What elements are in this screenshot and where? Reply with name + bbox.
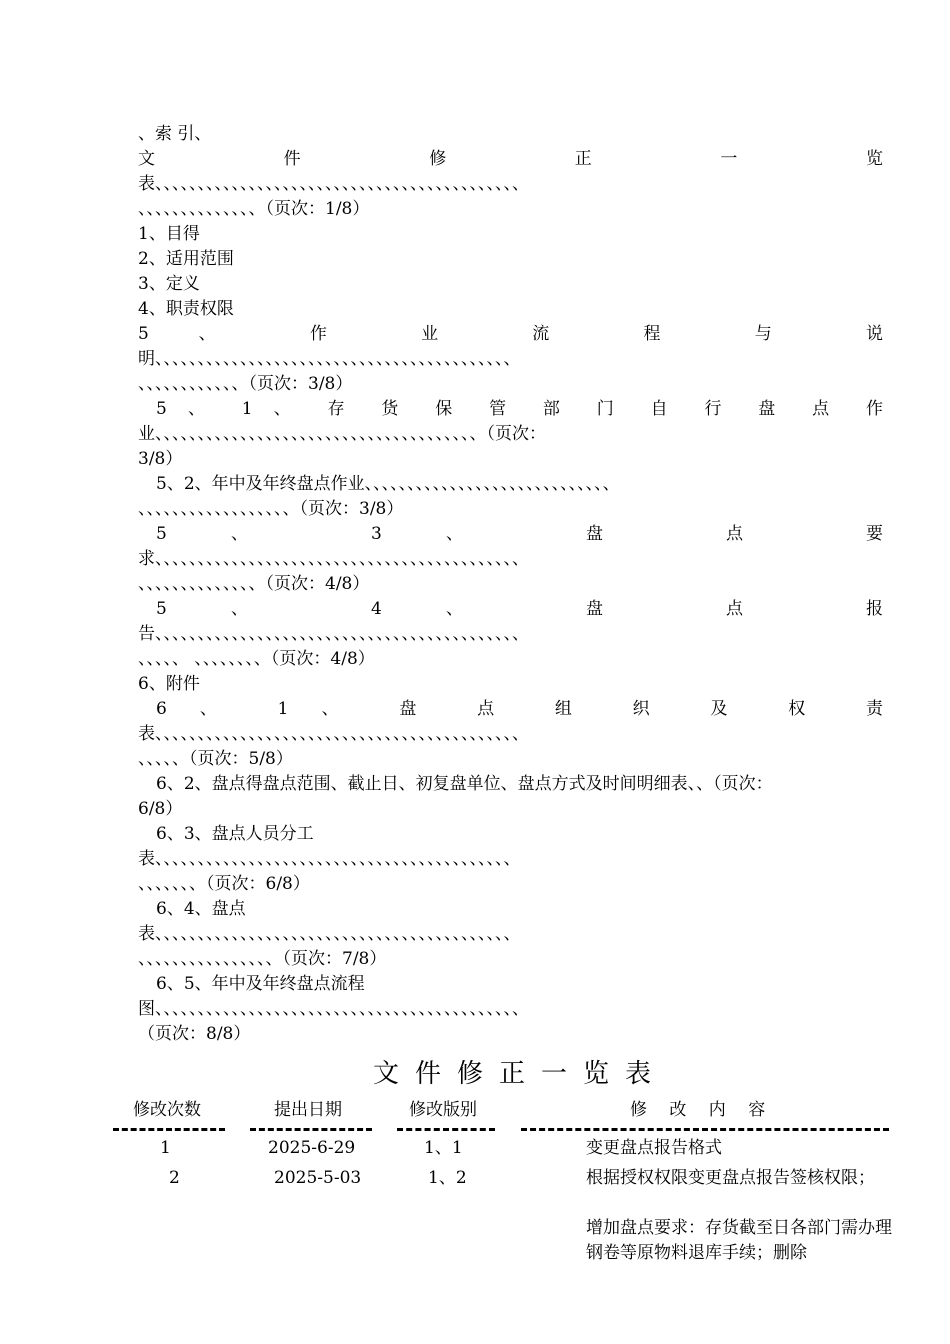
cell-date: 2025-6-29 [268,1138,356,1158]
toc-item-s6-4-line3: 、、、、、、、、、、、、、、、、（页次：7/8） [138,949,387,969]
header-divider [397,1128,495,1131]
toc-item-s6-2-line2: 6/8） [138,799,183,819]
toc-item-s6-3-line1[interactable]: 6、3、盘点人员分工 [156,824,314,844]
toc-item-s5-3-line2: 求、、、、、、、、、、、、、、、、、、、、、、、、、、、、、、、、、、、、、、、、、、、 [138,549,529,569]
toc-item-s6-4-line1[interactable]: 6、4、盘点 [156,899,246,919]
toc-item-s5-4-line2: 告、、、、、、、、、、、、、、、、、、、、、、、、、、、、、、、、、、、、、、、、、、、 [138,624,529,644]
toc-item-s3[interactable]: 3、定义 [138,274,200,294]
toc-item-revision-line2: 表、、、、、、、、、、、、、、、、、、、、、、、、、、、、、、、、、、、、、、、、、、、 [138,174,529,194]
header-version: 修改版别 [409,1100,477,1120]
header-revision-count: 修改次数 [133,1100,201,1120]
toc-item-s2[interactable]: 2、适用范围 [138,249,234,269]
toc-item-s5-1-line1[interactable]: 5 、 1 、 存 货 保 管 部 门 自 行 盘 点 作 [156,399,883,419]
toc-item-s6-3-line3: 、、、、、、、（页次：6/8） [138,874,310,894]
cell-content: 变更盘点报告格式 [586,1138,722,1158]
toc-item-s5-line1[interactable]: 5 、 作 业 流 程 与 说 [138,324,883,344]
cell-no: 1 [160,1138,171,1158]
cell-date: 2025-5-03 [274,1168,362,1188]
toc-item-s5-4-line1[interactable]: 5 、 4 、 盘 点 报 [156,599,883,619]
cell-content: 根据授权权限变更盘点报告签核权限； [586,1168,875,1188]
toc-item-s5-2-line1[interactable]: 5、2、年中及年终盘点作业、、、、、、、、、、、、、、、、、、、、、、、、、、、、、 [156,474,620,494]
toc-item-s5-1-line3: 3/8） [138,449,183,469]
cell-no: 2 [169,1168,180,1188]
toc-heading: 、索 引、 [138,124,212,144]
toc-item-revision-line3: 、、、、、、、、、、、、、、（页次：1/8） [138,199,370,219]
toc-item-s5-line2: 明、、、、、、、、、、、、、、、、、、、、、、、、、、、、、、、、、、、、、、、、、、 [138,349,521,369]
toc-item-s5-1-line2: 业、、、、、、、、、、、、、、、、、、、、、、、、、、、、、、、、、、、、、、（页次： [138,424,546,444]
toc-item-s6-4-line2: 表、、、、、、、、、、、、、、、、、、、、、、、、、、、、、、、、、、、、、、、、、、 [138,924,521,944]
header-divider [250,1128,372,1131]
header-proposed-date: 提出日期 [274,1100,342,1120]
toc-item-s5-3-line1[interactable]: 5 、 3 、 盘 点 要 [156,524,883,544]
toc-item-s6-2-line1[interactable]: 6、2、盘点得盘点范围、截止日、初复盘单位、盘点方式及时间明细表、、（页次： [156,774,773,794]
header-divider [521,1128,889,1131]
toc-item-s1[interactable]: 1、目得 [138,224,200,244]
cell-content-continued: 增加盘点要求：存货截至日各部门需办理钢卷等原物料退库手续；删除 [586,1218,892,1263]
cell-version: 1、1 [424,1138,463,1158]
toc-item-s6-5-line3: （页次：8/8） [138,1024,251,1044]
toc-item-s5-4-line3: 、、、、、 、、、、、、、、（页次：4/8） [138,649,375,669]
toc-item-s6-1-line2: 表、、、、、、、、、、、、、、、、、、、、、、、、、、、、、、、、、、、、、、、、、、、 [138,724,529,744]
toc-item-s5-2-line2: 、、、、、、、、、、、、、、、、、、（页次：3/8） [138,499,404,519]
header-divider [113,1128,225,1131]
toc-item-s6-3-line2: 表、、、、、、、、、、、、、、、、、、、、、、、、、、、、、、、、、、、、、、、、、、 [138,849,521,869]
toc-item-s4[interactable]: 4、职责权限 [138,299,234,319]
toc-item-s6-5-line2: 图、、、、、、、、、、、、、、、、、、、、、、、、、、、、、、、、、、、、、、、、、、、 [138,999,529,1019]
cell-version: 1、2 [428,1168,467,1188]
toc-item-s5-3-line3: 、、、、、、、、、、、、、、（页次：4/8） [138,574,370,594]
toc-item-s6-5-line1[interactable]: 6、5、年中及年终盘点流程 [156,974,365,994]
revision-table-title: 文件修正一览表 [373,1059,668,1089]
toc-item-s6-1-line3: 、、、、、（页次：5/8） [138,749,293,769]
toc-item-s5-line3: 、、、、、、、、、、、、（页次：3/8） [138,374,353,394]
toc-item-s6[interactable]: 6、附件 [138,674,200,694]
toc-item-s6-1-line1[interactable]: 6 、 1 、 盘 点 组 织 及 权 责 [156,699,883,719]
header-content: 修 改 内 容 [630,1100,766,1120]
toc-item-revision-line1[interactable]: 文 件 修 正 一 览 [138,149,883,169]
